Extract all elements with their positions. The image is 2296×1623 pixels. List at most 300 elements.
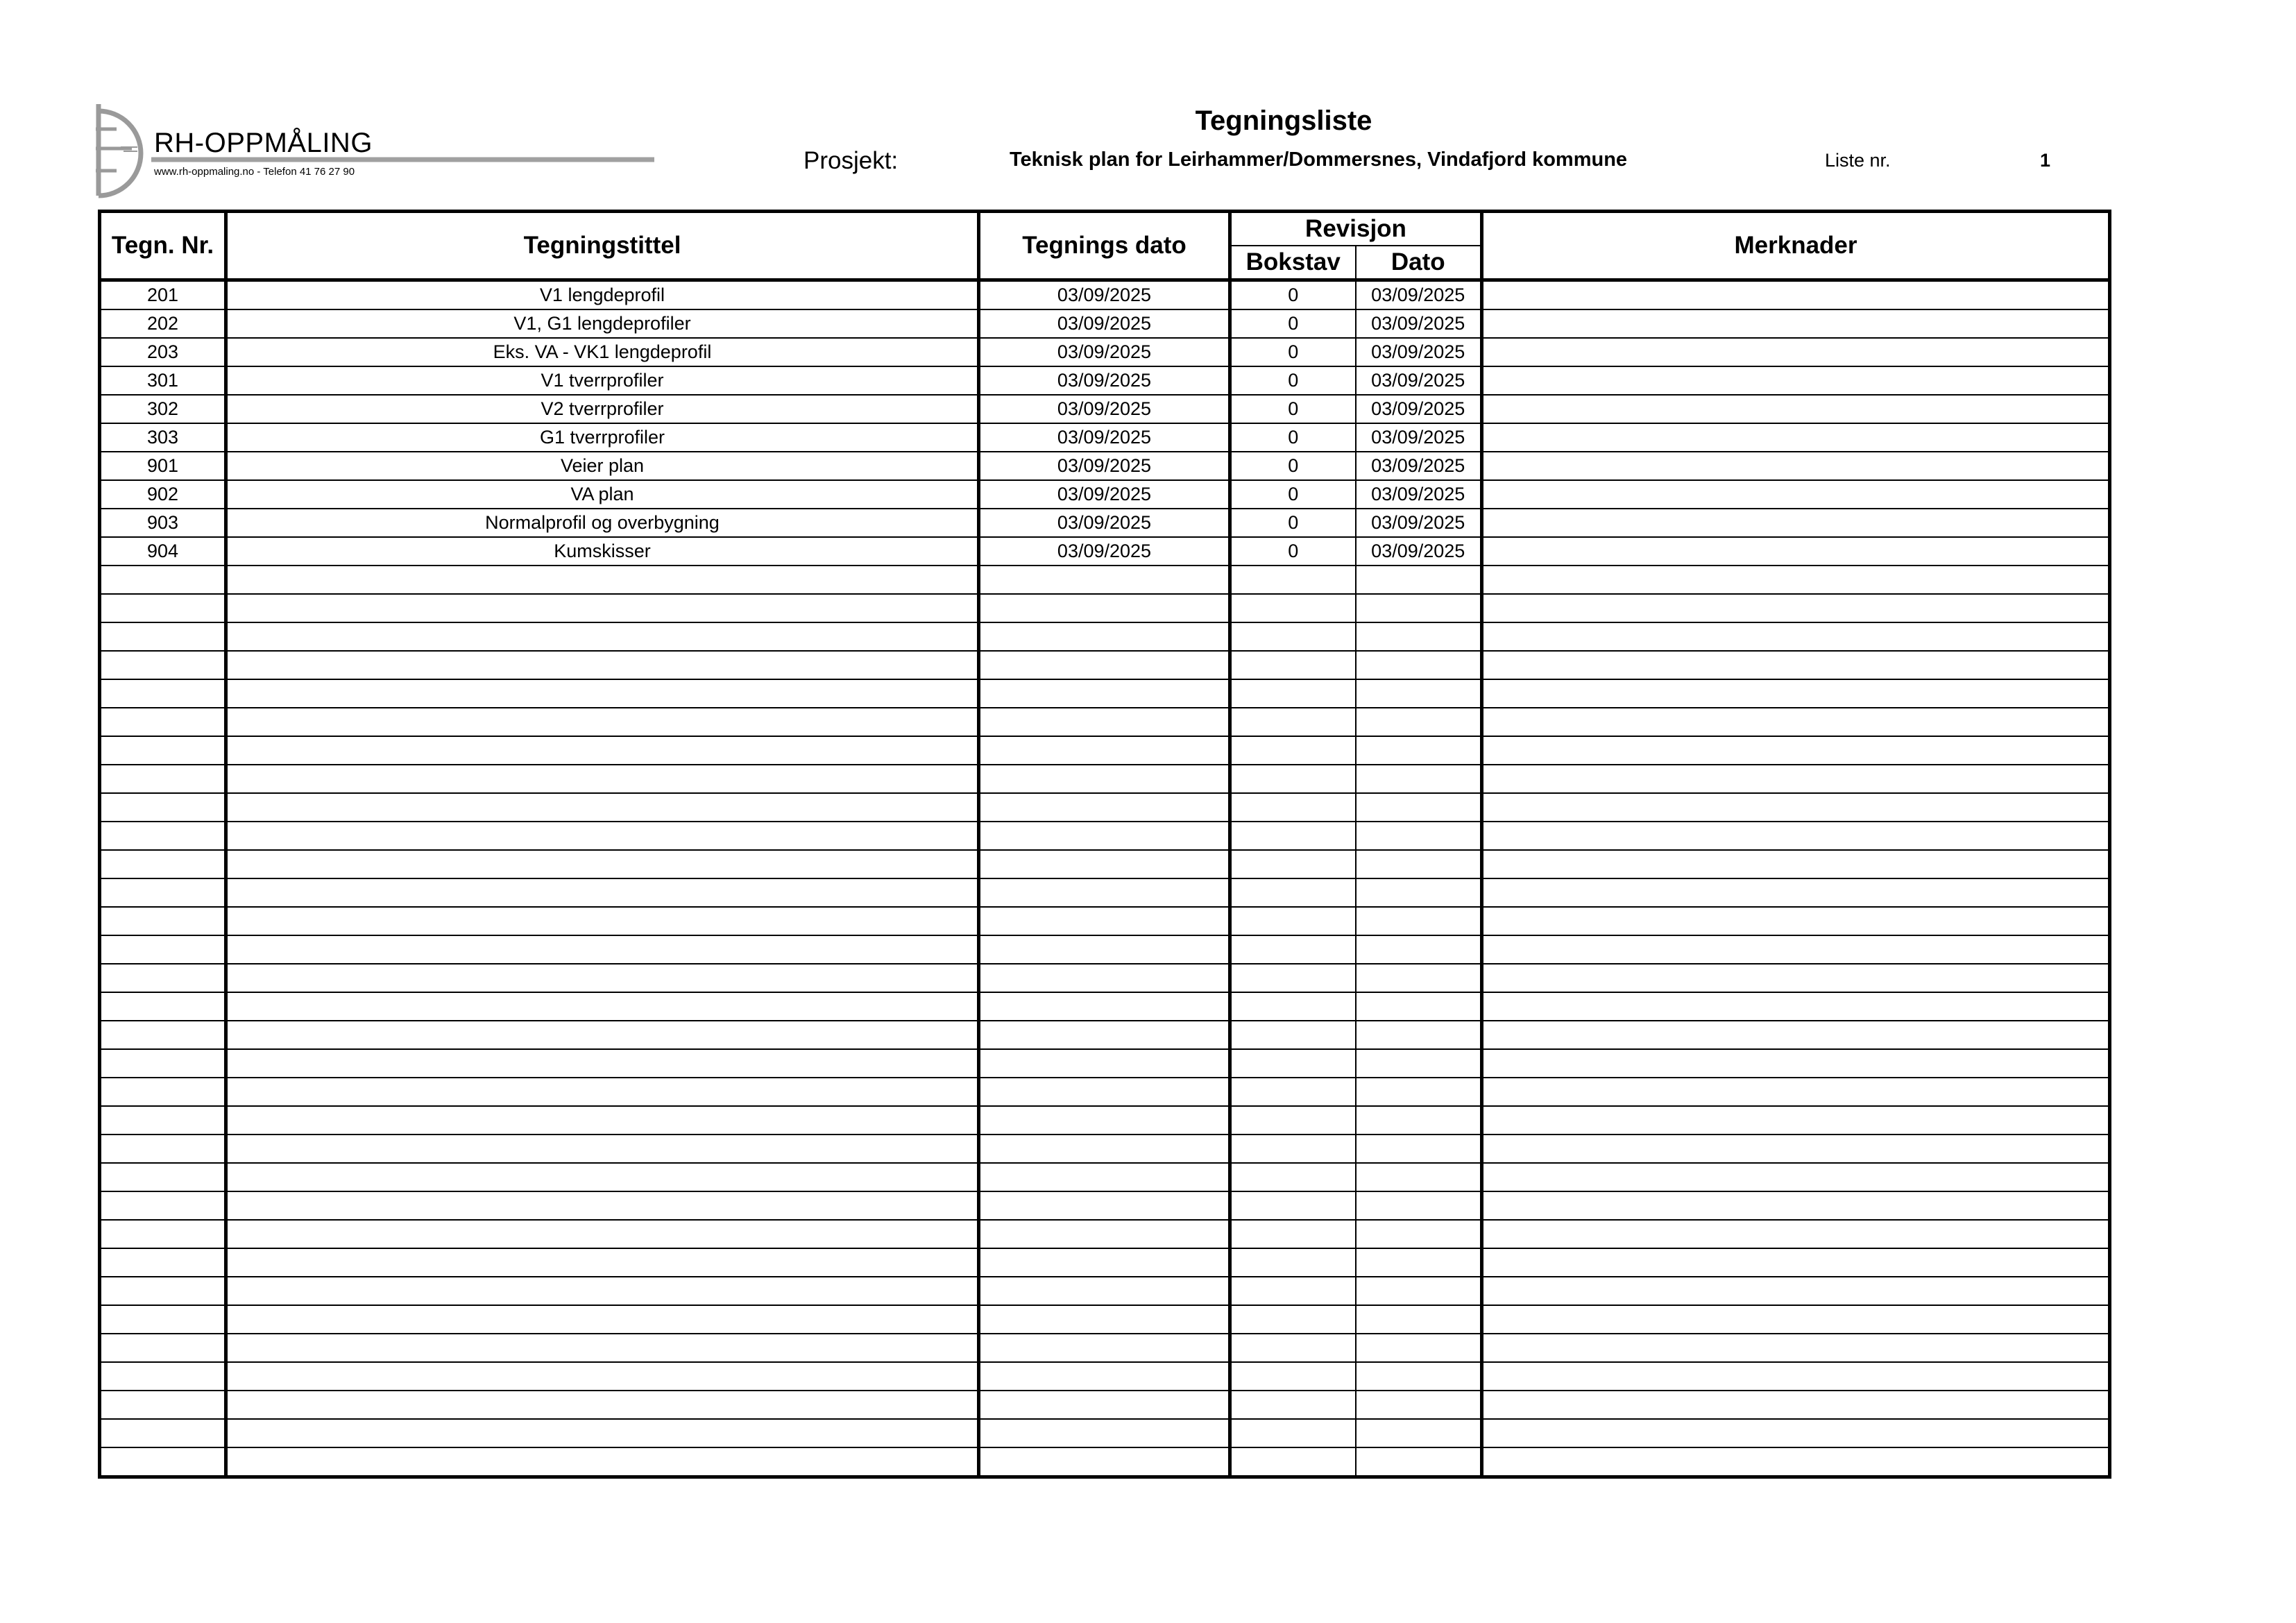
cell-revision-letter: 0 bbox=[1230, 480, 1356, 509]
cell-revision-letter bbox=[1230, 793, 1356, 822]
cell-drawing-date bbox=[979, 1419, 1230, 1447]
cell-drawing-date bbox=[979, 1021, 1230, 1049]
cell-remarks bbox=[1482, 1021, 2110, 1049]
cell-revision-letter bbox=[1230, 566, 1356, 594]
cell-revision-letter bbox=[1230, 1078, 1356, 1106]
document-title: Tegningsliste bbox=[1195, 105, 1372, 136]
table-row bbox=[100, 878, 2110, 907]
cell-revision-date bbox=[1356, 935, 1482, 964]
cell-remarks bbox=[1482, 679, 2110, 708]
cell-drawing-title bbox=[226, 622, 979, 651]
table-row bbox=[100, 1391, 2110, 1419]
cell-revision-date bbox=[1356, 1106, 1482, 1135]
cell-remarks bbox=[1482, 708, 2110, 736]
cell-drawing-number bbox=[100, 1248, 226, 1277]
cell-drawing-number bbox=[100, 964, 226, 992]
cell-revision-date bbox=[1356, 1248, 1482, 1277]
cell-revision-date: 03/09/2025 bbox=[1356, 537, 1482, 566]
cell-revision-letter bbox=[1230, 1191, 1356, 1220]
cell-drawing-title bbox=[226, 1305, 979, 1334]
cell-remarks bbox=[1482, 566, 2110, 594]
list-number-label: Liste nr. bbox=[1825, 150, 1891, 171]
cell-drawing-number bbox=[100, 622, 226, 651]
cell-remarks bbox=[1482, 1391, 2110, 1419]
col-header-drawing-number: Tegn. Nr. bbox=[100, 212, 226, 280]
cell-revision-date: 03/09/2025 bbox=[1356, 395, 1482, 423]
cell-drawing-title: V1 lengdeprofil bbox=[226, 280, 979, 310]
cell-remarks bbox=[1482, 1220, 2110, 1248]
cell-remarks bbox=[1482, 1447, 2110, 1477]
cell-drawing-number: 302 bbox=[100, 395, 226, 423]
table-row bbox=[100, 566, 2110, 594]
cell-drawing-title bbox=[226, 793, 979, 822]
table-row bbox=[100, 708, 2110, 736]
cell-drawing-number bbox=[100, 765, 226, 793]
cell-remarks bbox=[1482, 793, 2110, 822]
cell-revision-date bbox=[1356, 1305, 1482, 1334]
cell-revision-date bbox=[1356, 907, 1482, 935]
table-row bbox=[100, 1021, 2110, 1049]
cell-drawing-title bbox=[226, 1277, 979, 1305]
table-row bbox=[100, 1419, 2110, 1447]
cell-revision-letter bbox=[1230, 679, 1356, 708]
cell-drawing-date: 03/09/2025 bbox=[979, 423, 1230, 452]
cell-revision-letter: 0 bbox=[1230, 366, 1356, 395]
cell-drawing-number bbox=[100, 679, 226, 708]
cell-drawing-number: 901 bbox=[100, 452, 226, 480]
cell-revision-date: 03/09/2025 bbox=[1356, 366, 1482, 395]
cell-remarks bbox=[1482, 1248, 2110, 1277]
cell-revision-date bbox=[1356, 1078, 1482, 1106]
cell-revision-date bbox=[1356, 1277, 1482, 1305]
cell-remarks bbox=[1482, 1049, 2110, 1078]
cell-drawing-number: 903 bbox=[100, 509, 226, 537]
cell-drawing-date: 03/09/2025 bbox=[979, 280, 1230, 310]
cell-drawing-date: 03/09/2025 bbox=[979, 480, 1230, 509]
cell-remarks bbox=[1482, 1419, 2110, 1447]
cell-drawing-number bbox=[100, 1191, 226, 1220]
cell-drawing-date: 03/09/2025 bbox=[979, 509, 1230, 537]
cell-revision-letter: 0 bbox=[1230, 280, 1356, 310]
table-row bbox=[100, 309, 2110, 338]
cell-remarks bbox=[1482, 907, 2110, 935]
table-row bbox=[100, 1220, 2110, 1248]
cell-drawing-date: 03/09/2025 bbox=[979, 309, 1230, 338]
cell-drawing-number bbox=[100, 1220, 226, 1248]
table-row bbox=[100, 907, 2110, 935]
cell-drawing-date bbox=[979, 566, 1230, 594]
cell-remarks bbox=[1482, 1191, 2110, 1220]
table-row bbox=[100, 679, 2110, 708]
cell-revision-date bbox=[1356, 708, 1482, 736]
cell-drawing-title bbox=[226, 1419, 979, 1447]
cell-revision-date bbox=[1356, 1419, 1482, 1447]
cell-drawing-number bbox=[100, 1334, 226, 1362]
table-row bbox=[100, 395, 2110, 423]
table-row bbox=[100, 793, 2110, 822]
cell-remarks bbox=[1482, 594, 2110, 622]
cell-revision-letter bbox=[1230, 1391, 1356, 1419]
cell-revision-date bbox=[1356, 651, 1482, 679]
table-row bbox=[100, 594, 2110, 622]
cell-drawing-title bbox=[226, 850, 979, 878]
cell-revision-letter bbox=[1230, 622, 1356, 651]
cell-drawing-date bbox=[979, 1447, 1230, 1477]
cell-revision-date: 03/09/2025 bbox=[1356, 280, 1482, 310]
cell-revision-letter: 0 bbox=[1230, 537, 1356, 566]
table-row bbox=[100, 423, 2110, 452]
cell-remarks bbox=[1482, 537, 2110, 566]
cell-drawing-number bbox=[100, 850, 226, 878]
cell-drawing-title bbox=[226, 1362, 979, 1391]
cell-revision-letter bbox=[1230, 651, 1356, 679]
cell-drawing-number bbox=[100, 935, 226, 964]
cell-revision-letter bbox=[1230, 878, 1356, 907]
cell-revision-letter bbox=[1230, 765, 1356, 793]
cell-drawing-title bbox=[226, 992, 979, 1021]
cell-drawing-title bbox=[226, 1391, 979, 1419]
project-name: Teknisk plan for Leirhammer/Dommersnes, Vindafjord kommune bbox=[1009, 148, 1628, 171]
cell-drawing-date bbox=[979, 850, 1230, 878]
cell-remarks bbox=[1482, 480, 2110, 509]
table-row bbox=[100, 992, 2110, 1021]
cell-remarks bbox=[1482, 850, 2110, 878]
cell-remarks bbox=[1482, 878, 2110, 907]
cell-drawing-title bbox=[226, 1220, 979, 1248]
cell-drawing-date: 03/09/2025 bbox=[979, 452, 1230, 480]
cell-drawing-date bbox=[979, 935, 1230, 964]
cell-revision-date bbox=[1356, 1191, 1482, 1220]
cell-revision-letter bbox=[1230, 736, 1356, 765]
cell-drawing-number bbox=[100, 1419, 226, 1447]
cell-revision-letter: 0 bbox=[1230, 452, 1356, 480]
cell-drawing-number bbox=[100, 1021, 226, 1049]
cell-drawing-number bbox=[100, 1391, 226, 1419]
cell-remarks bbox=[1482, 1305, 2110, 1334]
cell-drawing-date bbox=[979, 1049, 1230, 1078]
cell-revision-date bbox=[1356, 1334, 1482, 1362]
cell-revision-date: 03/09/2025 bbox=[1356, 423, 1482, 452]
cell-drawing-date bbox=[979, 679, 1230, 708]
cell-revision-date bbox=[1356, 878, 1482, 907]
cell-remarks bbox=[1482, 366, 2110, 395]
cell-revision-letter: 0 bbox=[1230, 309, 1356, 338]
cell-drawing-date bbox=[979, 1078, 1230, 1106]
cell-revision-date: 03/09/2025 bbox=[1356, 480, 1482, 509]
table-row bbox=[100, 537, 2110, 566]
cell-drawing-date bbox=[979, 964, 1230, 992]
cell-drawing-date bbox=[979, 1248, 1230, 1277]
cell-drawing-title bbox=[226, 679, 979, 708]
cell-revision-date bbox=[1356, 765, 1482, 793]
cell-drawing-number: 303 bbox=[100, 423, 226, 452]
col-header-drawing-date: Tegnings dato bbox=[979, 212, 1230, 280]
cell-drawing-title bbox=[226, 907, 979, 935]
cell-drawing-title bbox=[226, 1334, 979, 1362]
cell-drawing-date bbox=[979, 992, 1230, 1021]
cell-drawing-number bbox=[100, 1106, 226, 1135]
cell-drawing-date bbox=[979, 622, 1230, 651]
drawing-list-table bbox=[98, 210, 2111, 1479]
cell-drawing-title: Normalprofil og overbygning bbox=[226, 509, 979, 537]
cell-remarks bbox=[1482, 1277, 2110, 1305]
cell-remarks bbox=[1482, 338, 2110, 366]
cell-drawing-date bbox=[979, 1277, 1230, 1305]
cell-drawing-number bbox=[100, 566, 226, 594]
cell-drawing-number bbox=[100, 1049, 226, 1078]
table-row bbox=[100, 736, 2110, 765]
cell-drawing-title bbox=[226, 1106, 979, 1135]
cell-drawing-date bbox=[979, 1191, 1230, 1220]
cell-remarks bbox=[1482, 1362, 2110, 1391]
table-row bbox=[100, 1078, 2110, 1106]
cell-revision-letter bbox=[1230, 1106, 1356, 1135]
cell-remarks bbox=[1482, 992, 2110, 1021]
project-label: Prosjekt: bbox=[803, 147, 899, 174]
cell-drawing-number bbox=[100, 1163, 226, 1191]
cell-drawing-title bbox=[226, 765, 979, 793]
cell-remarks bbox=[1482, 622, 2110, 651]
cell-revision-letter bbox=[1230, 1021, 1356, 1049]
table-row bbox=[100, 1191, 2110, 1220]
cell-revision-date bbox=[1356, 850, 1482, 878]
cell-drawing-number: 202 bbox=[100, 309, 226, 338]
cell-drawing-title bbox=[226, 1078, 979, 1106]
cell-revision-date: 03/09/2025 bbox=[1356, 509, 1482, 537]
cell-drawing-date bbox=[979, 1334, 1230, 1362]
col-header-drawing-title: Tegningstittel bbox=[226, 212, 979, 280]
cell-drawing-number: 301 bbox=[100, 366, 226, 395]
cell-remarks bbox=[1482, 822, 2110, 850]
cell-remarks bbox=[1482, 1135, 2110, 1163]
cell-drawing-number: 201 bbox=[100, 280, 226, 310]
table-row bbox=[100, 765, 2110, 793]
cell-revision-date bbox=[1356, 992, 1482, 1021]
cell-drawing-title bbox=[226, 1191, 979, 1220]
cell-revision-letter bbox=[1230, 822, 1356, 850]
cell-remarks bbox=[1482, 964, 2110, 992]
cell-drawing-date bbox=[979, 907, 1230, 935]
drawing-list-body bbox=[100, 280, 2110, 1477]
cell-revision-date: 03/09/2025 bbox=[1356, 452, 1482, 480]
cell-remarks bbox=[1482, 395, 2110, 423]
cell-drawing-title bbox=[226, 964, 979, 992]
cell-revision-date bbox=[1356, 822, 1482, 850]
cell-drawing-title: VA plan bbox=[226, 480, 979, 509]
cell-remarks bbox=[1482, 765, 2110, 793]
cell-revision-letter: 0 bbox=[1230, 395, 1356, 423]
cell-revision-date bbox=[1356, 1362, 1482, 1391]
table-row bbox=[100, 1305, 2110, 1334]
cell-drawing-date: 03/09/2025 bbox=[979, 537, 1230, 566]
cell-revision-letter bbox=[1230, 1248, 1356, 1277]
cell-drawing-title: Eks. VA - VK1 lengdeprofil bbox=[226, 338, 979, 366]
cell-drawing-title bbox=[226, 822, 979, 850]
table-row bbox=[100, 964, 2110, 992]
cell-revision-letter bbox=[1230, 1334, 1356, 1362]
cell-drawing-date bbox=[979, 1163, 1230, 1191]
table-row bbox=[100, 338, 2110, 366]
col-header-revision: Revisjon bbox=[1230, 212, 1482, 246]
cell-drawing-title bbox=[226, 1163, 979, 1191]
cell-revision-letter: 0 bbox=[1230, 509, 1356, 537]
cell-revision-letter bbox=[1230, 1049, 1356, 1078]
cell-revision-letter bbox=[1230, 1135, 1356, 1163]
cell-drawing-date bbox=[979, 1220, 1230, 1248]
cell-remarks bbox=[1482, 651, 2110, 679]
cell-revision-letter bbox=[1230, 708, 1356, 736]
table-row bbox=[100, 651, 2110, 679]
cell-remarks bbox=[1482, 1078, 2110, 1106]
cell-remarks bbox=[1482, 1106, 2110, 1135]
col-header-revision-date: Dato bbox=[1356, 246, 1482, 280]
table-row bbox=[100, 622, 2110, 651]
table-row bbox=[100, 366, 2110, 395]
cell-drawing-date bbox=[979, 793, 1230, 822]
cell-drawing-title bbox=[226, 736, 979, 765]
cell-drawing-date bbox=[979, 651, 1230, 679]
cell-drawing-title bbox=[226, 566, 979, 594]
cell-revision-date bbox=[1356, 964, 1482, 992]
cell-drawing-number: 203 bbox=[100, 338, 226, 366]
cell-drawing-date bbox=[979, 1305, 1230, 1334]
cell-drawing-date bbox=[979, 1106, 1230, 1135]
table-row bbox=[100, 1334, 2110, 1362]
cell-remarks bbox=[1482, 423, 2110, 452]
table-row bbox=[100, 1049, 2110, 1078]
cell-drawing-number bbox=[100, 1305, 226, 1334]
table-row bbox=[100, 280, 2110, 310]
cell-revision-letter: 0 bbox=[1230, 338, 1356, 366]
cell-drawing-number bbox=[100, 1078, 226, 1106]
list-number-value: 1 bbox=[2040, 150, 2051, 171]
cell-remarks bbox=[1482, 452, 2110, 480]
cell-revision-letter bbox=[1230, 935, 1356, 964]
cell-drawing-number bbox=[100, 878, 226, 907]
cell-revision-date bbox=[1356, 1220, 1482, 1248]
cell-drawing-title: Veier plan bbox=[226, 452, 979, 480]
cell-drawing-title bbox=[226, 651, 979, 679]
cell-drawing-number: 904 bbox=[100, 537, 226, 566]
table-row bbox=[100, 1106, 2110, 1135]
cell-drawing-date bbox=[979, 708, 1230, 736]
cell-revision-letter: 0 bbox=[1230, 423, 1356, 452]
cell-drawing-number bbox=[100, 594, 226, 622]
cell-drawing-number bbox=[100, 708, 226, 736]
table-row bbox=[100, 1447, 2110, 1477]
cell-revision-letter bbox=[1230, 1447, 1356, 1477]
cell-remarks bbox=[1482, 1334, 2110, 1362]
logo-name: RH-OPPMÅLING bbox=[154, 128, 373, 158]
cell-revision-letter bbox=[1230, 992, 1356, 1021]
cell-revision-date bbox=[1356, 793, 1482, 822]
logo-subtitle: www.rh-oppmaling.no - Telefon 41 76 27 90 bbox=[154, 166, 355, 178]
col-header-remarks: Merknader bbox=[1482, 212, 2110, 280]
col-header-revision-letter: Bokstav bbox=[1230, 246, 1356, 280]
cell-drawing-title: Kumskisser bbox=[226, 537, 979, 566]
cell-drawing-date bbox=[979, 736, 1230, 765]
cell-revision-date bbox=[1356, 679, 1482, 708]
cell-drawing-number: 902 bbox=[100, 480, 226, 509]
cell-revision-letter bbox=[1230, 1362, 1356, 1391]
cell-drawing-title: V1, G1 lengdeprofiler bbox=[226, 309, 979, 338]
cell-remarks bbox=[1482, 1163, 2110, 1191]
table-row bbox=[100, 1163, 2110, 1191]
table-row bbox=[100, 1362, 2110, 1391]
cell-revision-letter bbox=[1230, 1277, 1356, 1305]
cell-drawing-number bbox=[100, 992, 226, 1021]
cell-drawing-number bbox=[100, 1447, 226, 1477]
cell-drawing-date: 03/09/2025 bbox=[979, 338, 1230, 366]
cell-revision-date bbox=[1356, 1163, 1482, 1191]
table-row bbox=[100, 850, 2110, 878]
cell-revision-date bbox=[1356, 566, 1482, 594]
cell-revision-letter bbox=[1230, 1220, 1356, 1248]
cell-revision-date bbox=[1356, 1021, 1482, 1049]
cell-revision-date bbox=[1356, 1391, 1482, 1419]
cell-drawing-title bbox=[226, 1135, 979, 1163]
cell-revision-letter bbox=[1230, 1163, 1356, 1191]
table-row bbox=[100, 1248, 2110, 1277]
cell-revision-letter bbox=[1230, 907, 1356, 935]
company-logo bbox=[96, 104, 658, 201]
cell-revision-letter bbox=[1230, 594, 1356, 622]
cell-drawing-title bbox=[226, 1248, 979, 1277]
table-row bbox=[100, 935, 2110, 964]
table-row bbox=[100, 1135, 2110, 1163]
cell-drawing-date bbox=[979, 1362, 1230, 1391]
table-row bbox=[100, 452, 2110, 480]
cell-revision-letter bbox=[1230, 1419, 1356, 1447]
cell-drawing-title: G1 tverrprofiler bbox=[226, 423, 979, 452]
cell-drawing-title bbox=[226, 594, 979, 622]
cell-drawing-date: 03/09/2025 bbox=[979, 395, 1230, 423]
cell-drawing-date bbox=[979, 765, 1230, 793]
cell-revision-date: 03/09/2025 bbox=[1356, 338, 1482, 366]
cell-drawing-title bbox=[226, 1021, 979, 1049]
cell-drawing-date: 03/09/2025 bbox=[979, 366, 1230, 395]
cell-drawing-number bbox=[100, 793, 226, 822]
cell-remarks bbox=[1482, 736, 2110, 765]
cell-revision-date bbox=[1356, 1447, 1482, 1477]
cell-drawing-title bbox=[226, 878, 979, 907]
cell-drawing-title: V2 tverrprofiler bbox=[226, 395, 979, 423]
table-row bbox=[100, 1277, 2110, 1305]
table-row bbox=[100, 480, 2110, 509]
cell-drawing-number bbox=[100, 1135, 226, 1163]
cell-drawing-date bbox=[979, 1135, 1230, 1163]
cell-drawing-number bbox=[100, 1362, 226, 1391]
cell-revision-date bbox=[1356, 1135, 1482, 1163]
cell-drawing-number bbox=[100, 651, 226, 679]
cell-remarks bbox=[1482, 509, 2110, 537]
cell-revision-letter bbox=[1230, 964, 1356, 992]
cell-drawing-date bbox=[979, 878, 1230, 907]
cell-remarks bbox=[1482, 935, 2110, 964]
cell-remarks bbox=[1482, 309, 2110, 338]
cell-drawing-number bbox=[100, 1277, 226, 1305]
table-row bbox=[100, 822, 2110, 850]
cell-revision-date: 03/09/2025 bbox=[1356, 309, 1482, 338]
cell-revision-date bbox=[1356, 1049, 1482, 1078]
cell-drawing-date bbox=[979, 1391, 1230, 1419]
cell-remarks bbox=[1482, 280, 2110, 310]
cell-drawing-title: V1 tverrprofiler bbox=[226, 366, 979, 395]
cell-drawing-number bbox=[100, 822, 226, 850]
cell-drawing-title bbox=[226, 1447, 979, 1477]
cell-drawing-number bbox=[100, 736, 226, 765]
cell-revision-date bbox=[1356, 594, 1482, 622]
